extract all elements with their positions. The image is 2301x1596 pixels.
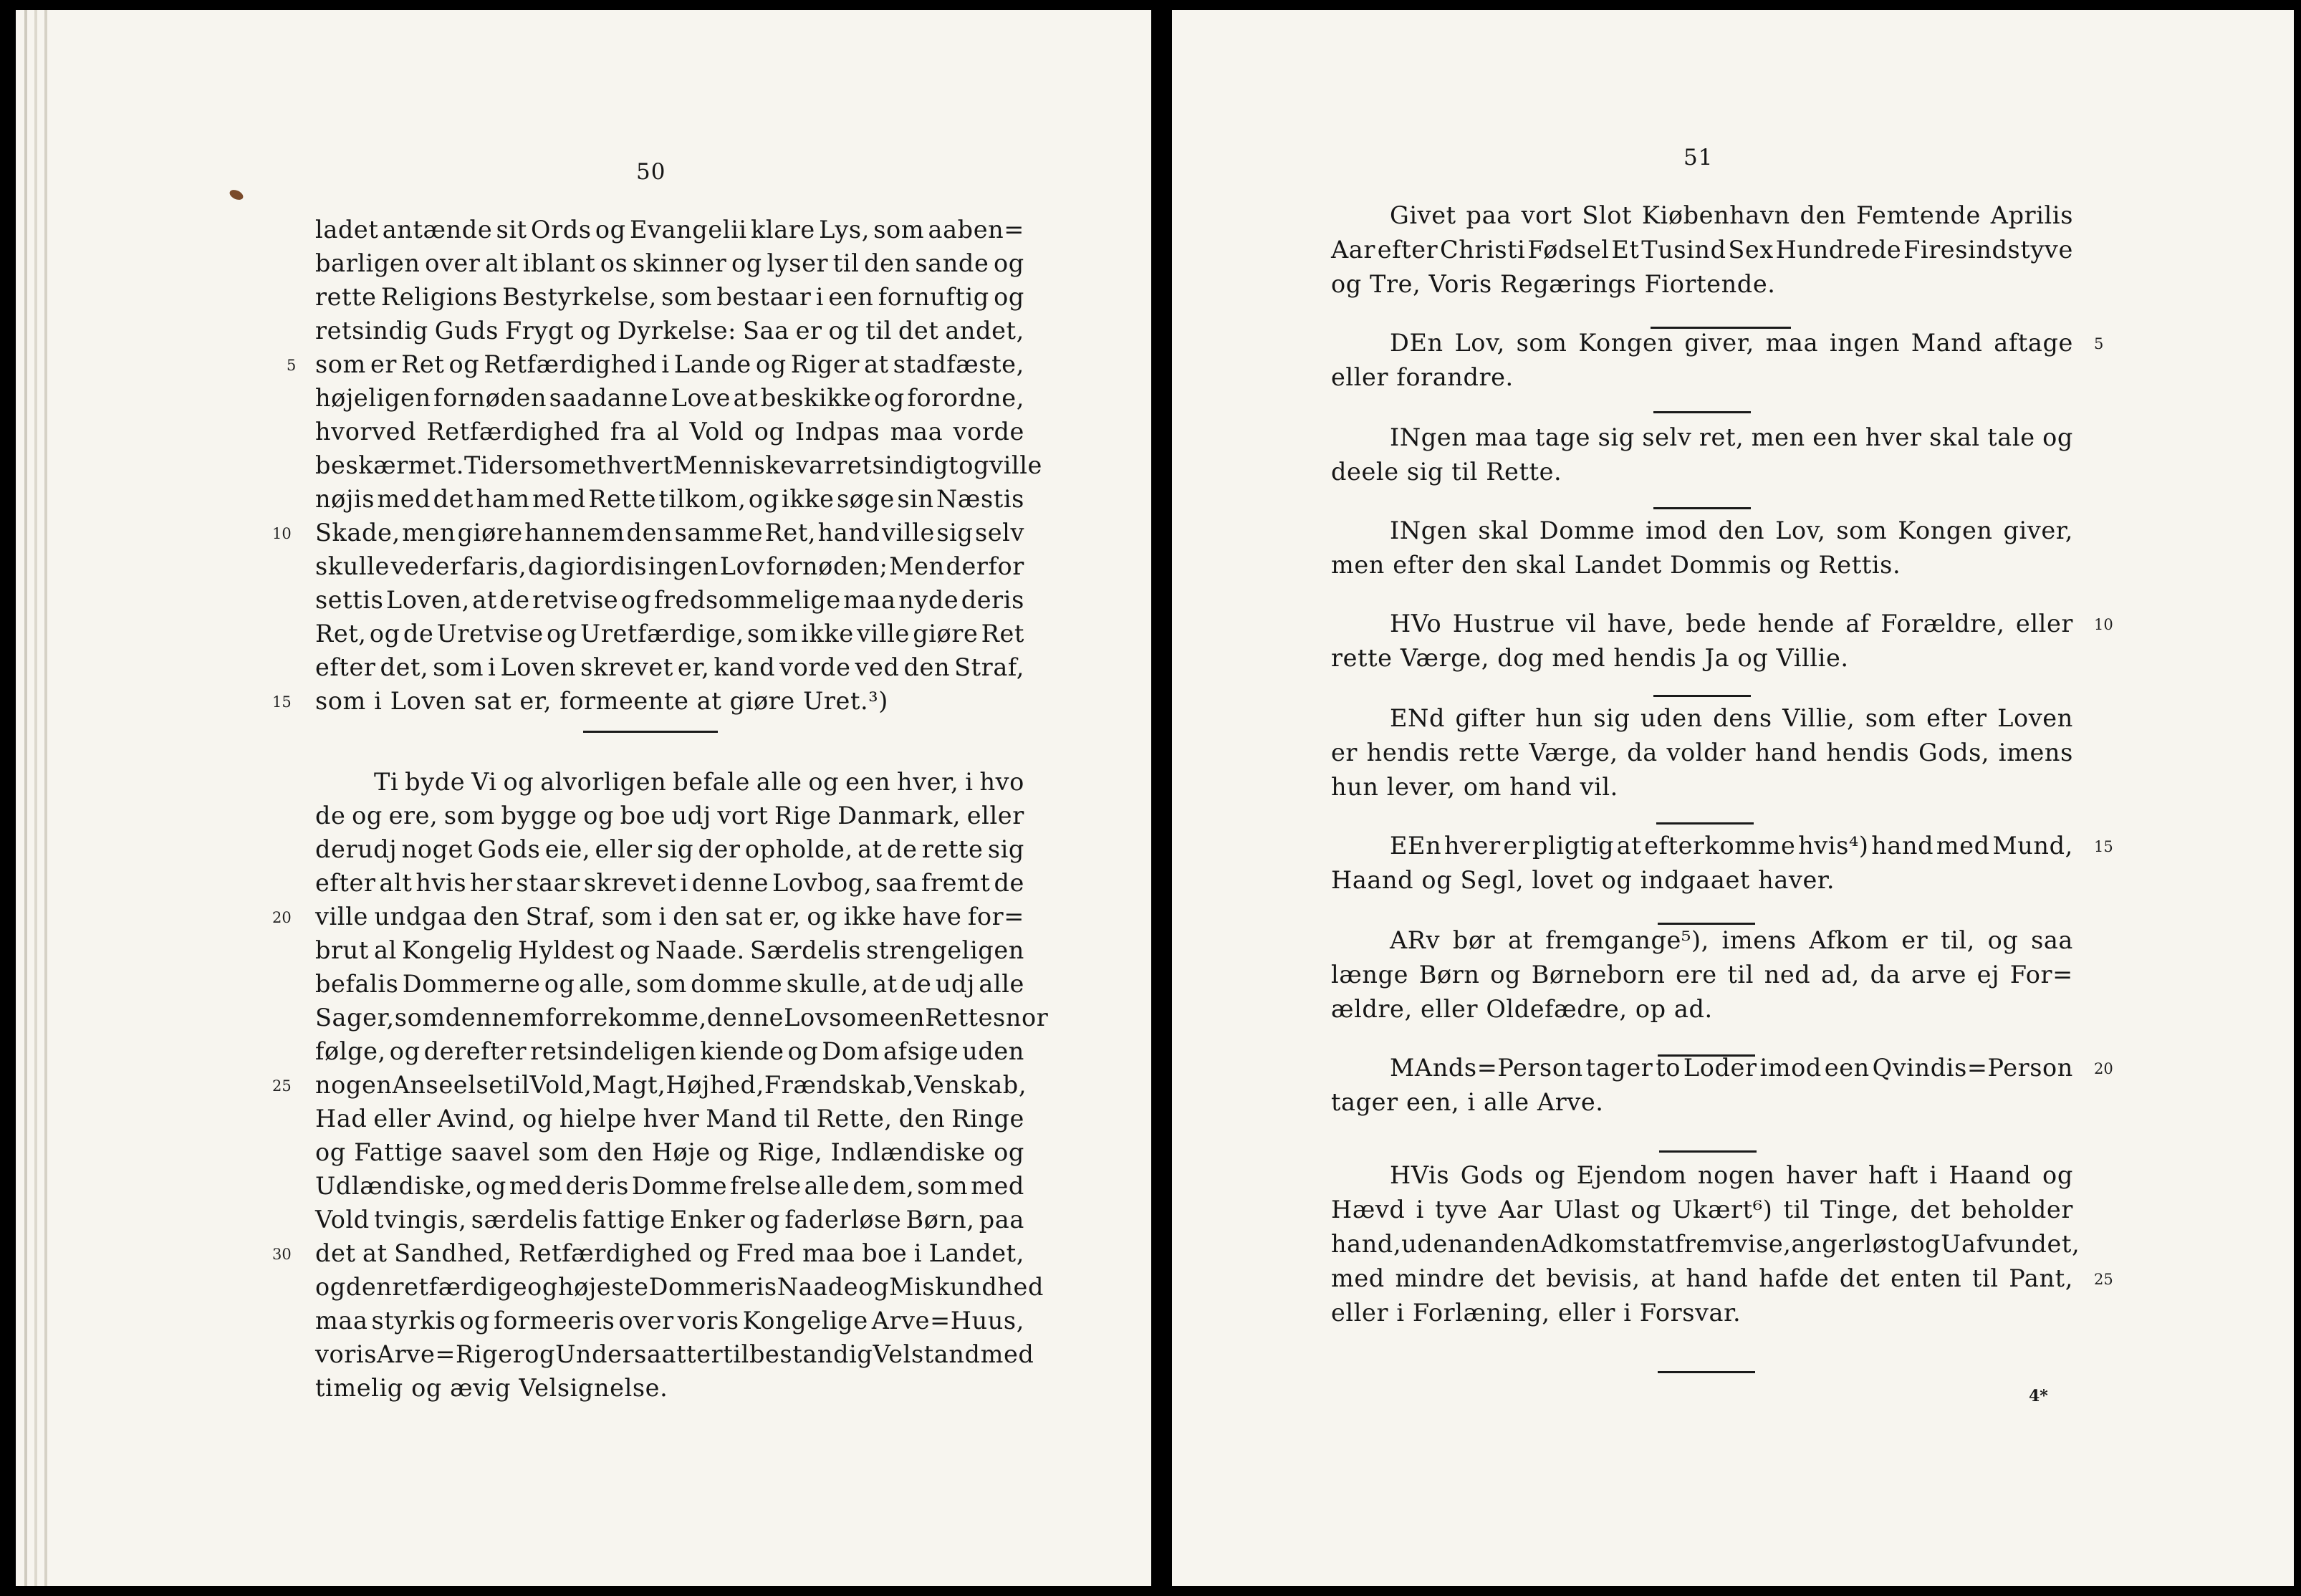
line-number: 25 [272, 1077, 292, 1095]
text-line: voris Arve=Riger og Undersaatter til bestandig Velstand med [315, 1340, 1034, 1368]
section-divider [1653, 695, 1751, 697]
text-line: Haand og Segl, lovet og indgaaet haver. [1331, 866, 1835, 894]
line-number: 5 [2094, 335, 2104, 352]
section-divider [583, 731, 718, 733]
text-line: Ret, og de Uretvise og Uretfærdige, som ikke ville giøre Ret [315, 620, 1024, 648]
section-divider [1656, 822, 1754, 825]
text-line: hand, uden anden Adkomst at fremvise, angerløst og Uafvundet, [1331, 1230, 2080, 1258]
line-number: 10 [2094, 616, 2113, 633]
section-divider [1658, 923, 1755, 925]
text-line: længe Børn og Børneborn ere til ned ad, da arve ej For= [1331, 961, 2073, 989]
line-number: 15 [272, 693, 292, 711]
text-line: retsindig Guds Frygt og Dyrkelse: Saa er og til det andet, [315, 317, 1024, 345]
text-line: men efter den skal Landet Dommis og Rettis. [1331, 551, 1901, 579]
text-line: DEn Lov, som Kongen giver, maa ingen Mand aftage [1390, 329, 2073, 357]
text-line: efter det, som i Loven skrevet er, kand vorde ved den Straf, [315, 653, 1024, 681]
section-divider [1659, 1150, 1757, 1153]
text-line: HVis Gods og Ejendom nogen haver haft i Haand og [1390, 1161, 2073, 1189]
text-line: deele sig til Rette. [1331, 458, 1562, 486]
text-line: maa styrkis og formeeris over voris Kongelige Arve=Huus, [315, 1307, 1024, 1335]
text-line: er hendis rette Værge, da volder hand hendis Gods, imens [1331, 739, 2073, 766]
text-line: og Tre, Voris Regærings Fiortende. [1331, 270, 1776, 298]
line-number: 25 [2094, 1271, 2113, 1288]
text-line: og den retfærdige og højeste Dommeris Naade og Miskundhed [315, 1273, 1044, 1301]
text-line: Skade, men giøre hannem den samme Ret, hand ville sig selv [315, 519, 1024, 547]
signature-mark: 4* [2029, 1387, 2048, 1405]
ink-smudge [228, 188, 244, 201]
text-line: brut al Kongelig Hyldest og Naade. Særdelis strengeligen [315, 936, 1024, 964]
text-line: Givet paa vort Slot Kiøbenhavn den Femtende Aprilis [1390, 201, 2073, 229]
text-line: Aar efter Christi Fødsel Et Tusind Sex Hundrede Firesindstyve [1331, 236, 2073, 264]
text-line: Ti byde Vi og alvorligen befale alle og een hver, i hvo [374, 768, 1024, 796]
text-line: timelig og ævig Velsignelse. [315, 1374, 668, 1402]
text-line: følge, og derefter retsindeligen kiende og Dom afsige uden [315, 1037, 1024, 1065]
text-line: Udlændiske, og med deris Domme frelse alle dem, som med [315, 1172, 1024, 1200]
text-line: ville undgaa den Straf, som i den sat er, og ikke have for= [315, 903, 1024, 931]
section-divider [1651, 327, 1791, 329]
text-line: rette Religions Bestyrkelse, som bestaar i een fornuftig og [315, 283, 1024, 311]
text-line: rette Værge, dog med hendis Ja og Villie. [1331, 644, 1849, 672]
text-line: settis Loven, at de retvise og fredsommelige maa nyde deris [315, 586, 1024, 614]
text-line: MAnds=Person tager to Loder imod een Qvindis=Person [1390, 1054, 2073, 1082]
text-line: Had eller Avind, og hielpe hver Mand til Rette, den Ringe [315, 1105, 1024, 1133]
page-number: 51 [1683, 145, 1714, 170]
text-line: Hævd i tyve Aar Ulast og Ukært⁶) til Tinge, det beholder [1331, 1196, 2073, 1224]
line-number: 30 [272, 1246, 292, 1263]
text-line: eller i Forlæning, eller i Forsvar. [1331, 1299, 1742, 1327]
text-line: efter alt hvis her staar skrevet i denne Lovbog, saa fremt de [315, 869, 1024, 897]
text-line: INgen skal Domme imod den Lov, som Kongen giver, [1390, 516, 2073, 544]
text-line: det at Sandhed, Retfærdighed og Fred maa boe i Landet, [315, 1239, 1024, 1267]
right-page [1172, 10, 2294, 1586]
right-page-text [1331, 201, 2080, 1350]
text-line: Sager, som dennem forrekomme, denne Lov som een Rettesnor [315, 1004, 1049, 1032]
line-number: 15 [2094, 838, 2113, 855]
text-line: beskærmet. Ti dersom et hvert Menniske var retsindigt og ville [315, 451, 1042, 479]
line-number: 20 [272, 909, 292, 926]
text-line: de og ere, som bygge og boe udj vort Rige Danmark, eller [315, 802, 1024, 830]
text-line: skulle vederfaris, da giordis ingen Lov fornøden; Men derfor [315, 552, 1024, 580]
text-line: ENd gifter hun sig uden dens Villie, som efter Loven [1390, 704, 2073, 732]
text-line: nogen Anseelse til Vold, Magt, Højhed, Frændskab, Venskab, [315, 1071, 1027, 1099]
line-number: 10 [272, 525, 292, 542]
text-line: HVo Hustrue vil have, bede hende af Forældre, eller [1390, 610, 2073, 638]
section-divider [1653, 411, 1751, 413]
text-line: og Fattige saavel som den Høje og Rige, Indlændiske og [315, 1138, 1024, 1166]
text-line: barligen over alt iblant os skinner og lyser til den sande og [315, 249, 1024, 277]
page-edge [24, 10, 27, 1586]
page-number: 50 [636, 159, 666, 185]
section-divider [1658, 1371, 1755, 1373]
text-line: hun lever, om hand vil. [1331, 773, 1618, 801]
text-line: med mindre det bevisis, at hand hafde det enten til Pant, [1331, 1264, 2073, 1292]
text-line: som er Ret og Retfærdighed i Lande og Riger at stadfæste, [315, 350, 1024, 378]
line-number: 20 [2094, 1060, 2113, 1077]
text-line: INgen maa tage sig selv ret, men een hver skal tale og [1390, 423, 2073, 451]
left-page [16, 10, 1151, 1586]
text-line: nøjis med det ham med Rette tilkom, og ikke søge sin Næstis [315, 485, 1024, 513]
left-page-text [315, 216, 1049, 1402]
text-line: hvorved Retfærdighed fra al Vold og Indpas maa vorde [315, 418, 1024, 446]
page-edge [34, 10, 37, 1586]
text-line: højeligen fornøden saadanne Love at beskikke og forordne, [315, 384, 1024, 412]
text-line: ARv bør at fremgange⁵), imens Afkom er til, og saa [1390, 926, 2073, 954]
text-line: befalis Dommerne og alle, som domme skulle, at de udj alle [315, 970, 1024, 998]
section-divider [1658, 1054, 1755, 1057]
page-edge [44, 10, 47, 1586]
text-line: ladet antænde sit Ords og Evangelii klare Lys, som aaben= [315, 216, 1024, 244]
text-line: EEn hver er pligtig at efterkomme hvis⁴) hand med Mund, [1390, 832, 2073, 860]
text-line: tager een, i alle Arve. [1331, 1088, 1604, 1116]
text-line: Vold tvingis, særdelis fattige Enker og faderløse Børn, paa [315, 1206, 1024, 1234]
text-line: eller forandre. [1331, 363, 1514, 391]
text-line: ældre, eller Oldefædre, op ad. [1331, 995, 1713, 1023]
text-line: derudj noget Gods eie, eller sig der opholde, at de rette sig [315, 835, 1024, 863]
line-number: 5 [287, 357, 297, 374]
text-line: som i Loven sat er, formeente at giøre Uret.³) [315, 687, 888, 715]
section-divider [1653, 507, 1751, 509]
